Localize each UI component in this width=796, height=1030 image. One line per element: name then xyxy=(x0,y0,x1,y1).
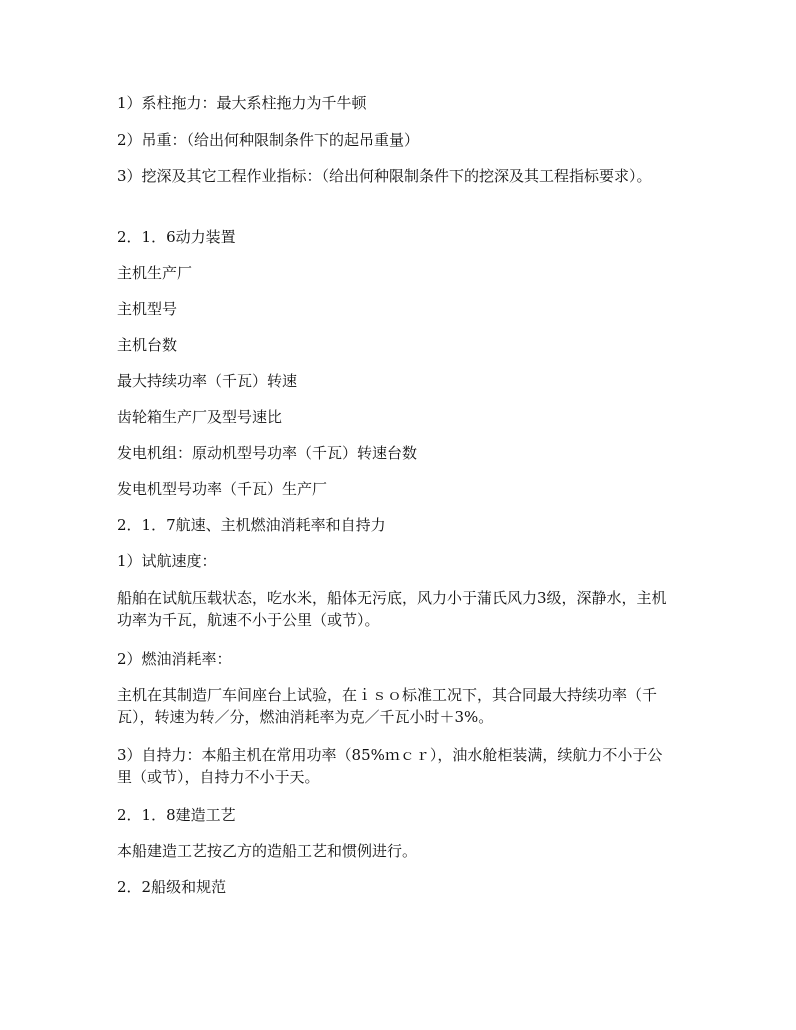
field-generator-model: 发电机型号功率（千瓦）生产厂 xyxy=(117,480,328,498)
section-heading-speed-fuel-endurance: 2．1．7航速、主机燃油消耗率和自持力 xyxy=(117,516,386,534)
paragraph-trial-speed-body: 船舶在试航压载状态，吃水米，船体无污底，风力小于蒲氏风力3级，深静水，主机功率为千瓦，航速不小于公里（或节）。 xyxy=(117,589,667,629)
section-heading-class-rules: 2．2船级和规范 xyxy=(117,878,227,896)
paragraph-bollard-pull: 1）系柱拖力：最大系柱拖力为千牛顿 xyxy=(117,94,367,112)
paragraph-fuel-consumption-label: 2）燃油消耗率： xyxy=(117,650,232,668)
paragraph-trial-speed-label: 1）试航速度： xyxy=(117,552,217,570)
paragraph-dredging-depth: 3）挖深及其它工程作业指标：（给出何种限制条件下的挖深及其工程指标要求）。 xyxy=(117,167,652,185)
field-main-engine-manufacturer: 主机生产厂 xyxy=(117,264,193,282)
field-generator-set: 发电机组：原动机型号功率（千瓦）转速台数 xyxy=(117,444,418,462)
paragraph-lifting-weight: 2）吊重：（给出何种限制条件下的起吊重量） xyxy=(117,131,420,149)
field-main-engine-model: 主机型号 xyxy=(117,300,178,318)
field-main-engine-count: 主机台数 xyxy=(117,336,178,354)
field-gearbox: 齿轮箱生产厂及型号速比 xyxy=(117,408,283,426)
section-heading-construction: 2．1．8建造工艺 xyxy=(117,806,236,824)
section-heading-power-plant: 2．1．6动力装置 xyxy=(117,228,236,246)
paragraph-construction-body: 本船建造工艺按乙方的造船工艺和惯例进行。 xyxy=(117,842,418,860)
field-max-continuous-power: 最大持续功率（千瓦）转速 xyxy=(117,372,298,390)
paragraph-endurance: 3）自持力：本船主机在常用功率（85%ｍｃｒ），油水舱柜装满，续航力不小于公里（或节），自持力不小于天。 xyxy=(117,746,663,786)
paragraph-fuel-consumption-body: 主机在其制造厂车间座台上试验，在ｉｓｏ标准工况下，其合同最大持续功率（千瓦），转速为转／分，燃油消耗率为克／千瓦小时＋3%。 xyxy=(117,686,658,726)
